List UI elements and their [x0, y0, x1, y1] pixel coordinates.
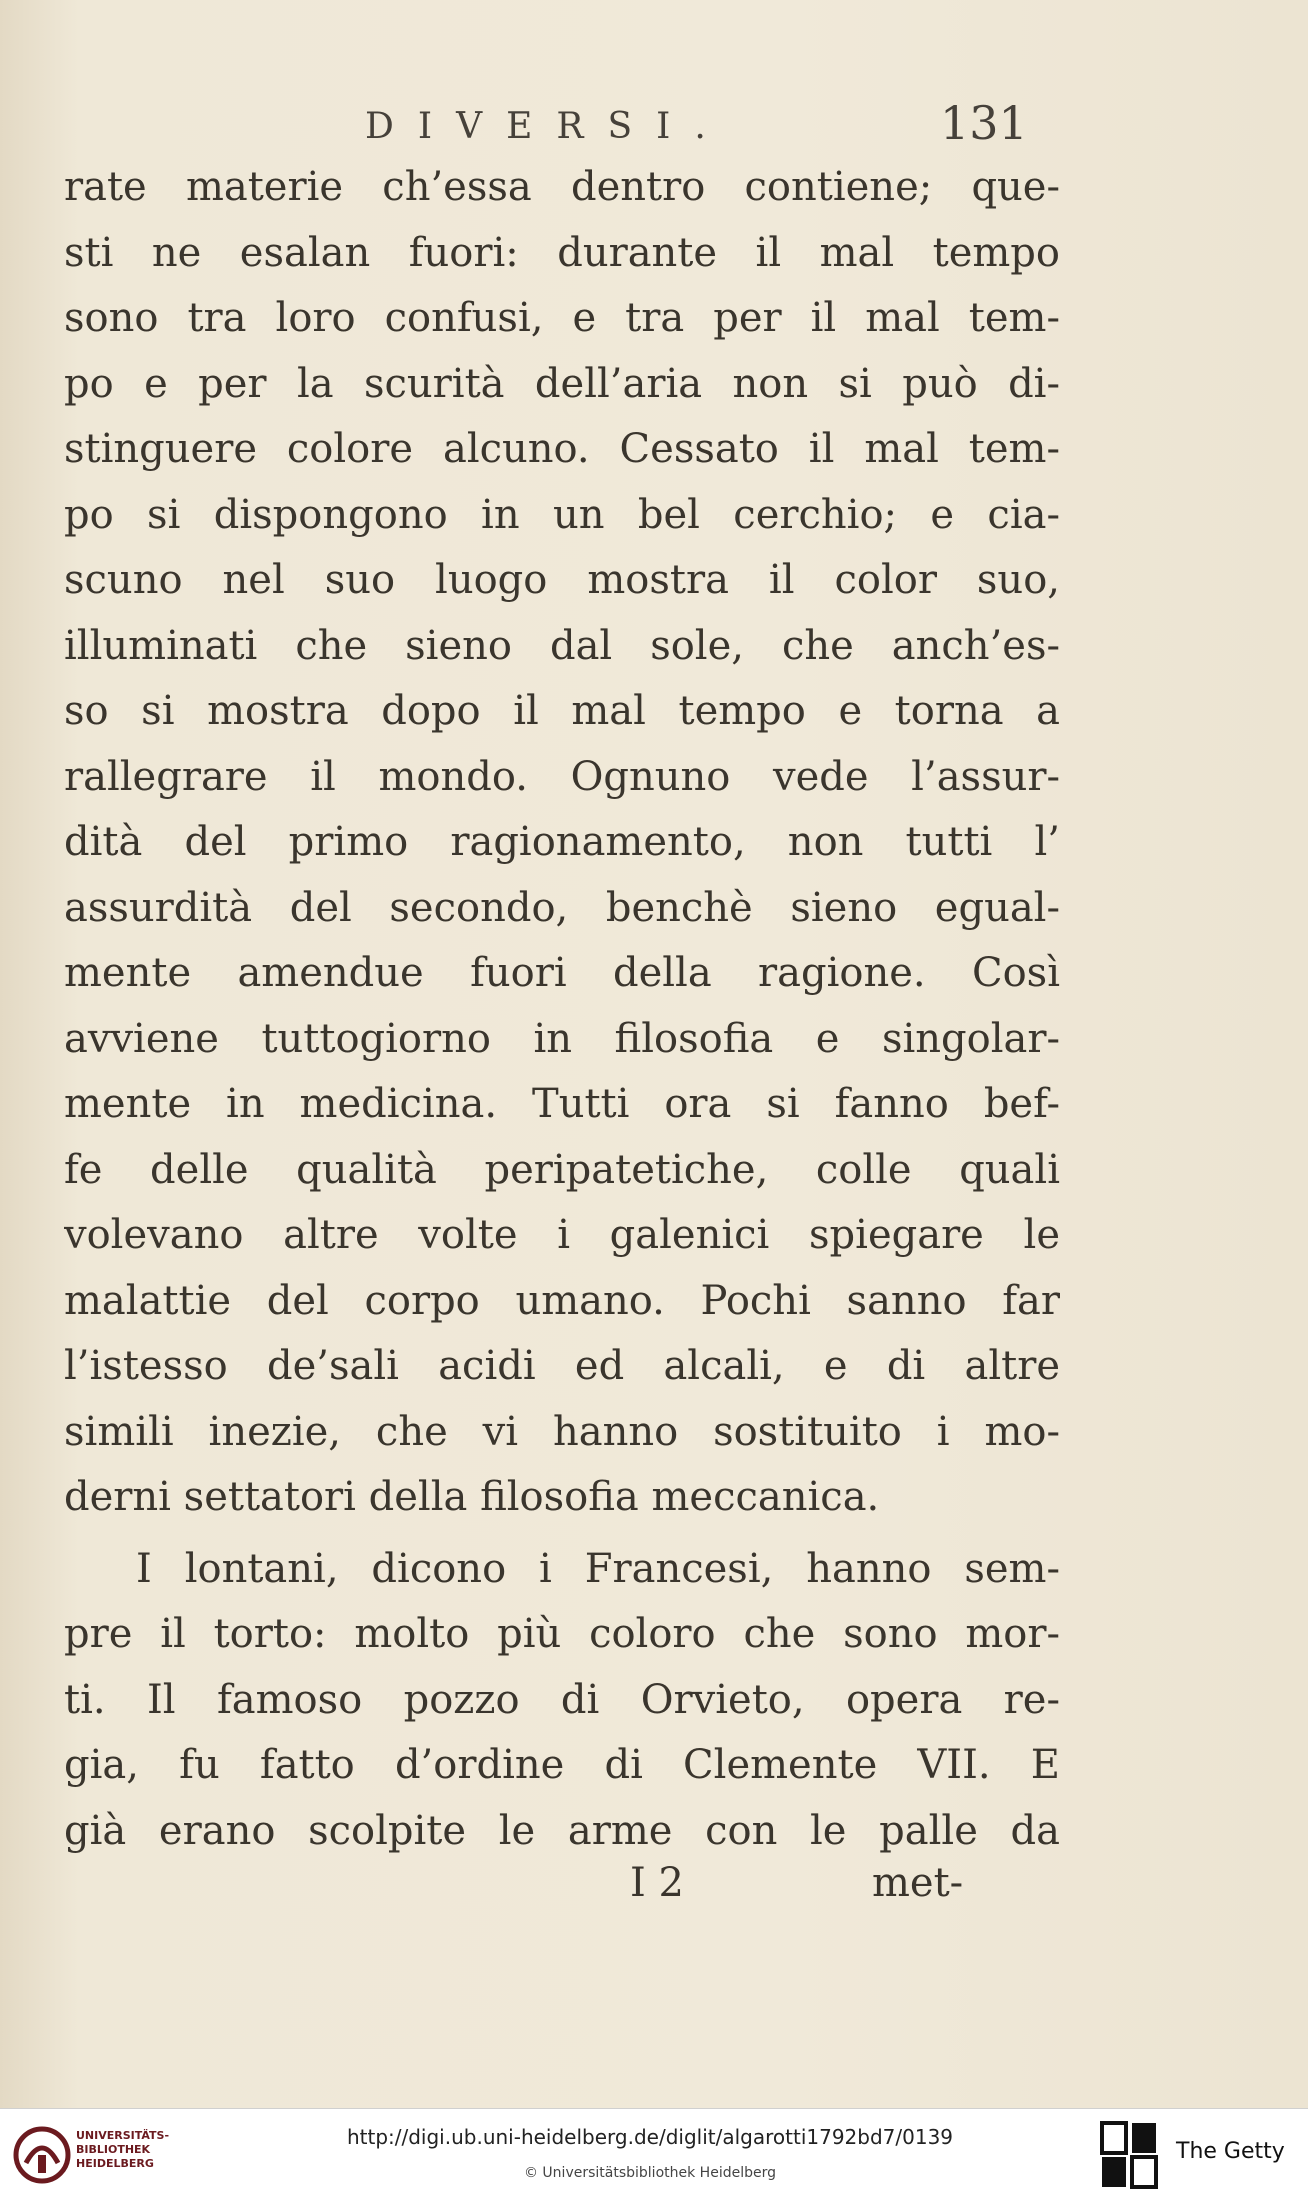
copyright-notice: © Universitätsbibliothek Heidelberg	[523, 2165, 776, 2181]
text-line: scuno nel suo luogo mostra il color suo,	[64, 557, 1060, 603]
text-line: già erano scolpite le arme con le palle da	[64, 1807, 1060, 1854]
getty-logo-icon	[1100, 2121, 1158, 2189]
text-line: simili inezie, che vi hanno sostituito i mo-	[64, 1408, 1060, 1455]
text-line: I lontani, dicono i Francesi, hanno sem-	[136, 1545, 1060, 1592]
sponsor-name: The Getty	[1176, 2139, 1285, 2164]
text-line: stinguere colore alcuno. Cessato il mal tem-	[64, 426, 1060, 472]
text-line: avviene tuttogiorno in filosofia e singolar-	[64, 1015, 1060, 1062]
text-line: rate materie ch’essa dentro contiene; que-	[64, 164, 1060, 210]
text-line: fe delle qualità peripatetiche, colle quali	[64, 1146, 1060, 1193]
text-line: ti. Il famoso pozzo di Orvieto, opera re-	[64, 1676, 1060, 1723]
catchline	[0, 1860, 1308, 1920]
text-line: mente in medicina. Tutti ora si fanno bef-	[64, 1081, 1060, 1127]
text-line: gia, fu fatto d’ordine di Clemente VII. E	[64, 1742, 1060, 1788]
text-line: volevano altre volte i galenici spiegare le	[64, 1212, 1060, 1258]
source-url-link[interactable]: http://digi.ub.uni-heidelberg.de/diglit/algarotti1792bd7/0139	[346, 2125, 954, 2149]
text-line: sti ne esalan fuori: durante il mal tempo	[64, 229, 1060, 276]
library-name-line: BIBLIOTHEK	[76, 2143, 151, 2156]
signature-mark: I 2	[630, 1860, 684, 1906]
text-line: so si mostra dopo il mal tempo e torna a	[64, 688, 1060, 734]
running-head	[60, 96, 1060, 156]
text-line: derni settatori della filosofia meccanica.	[64, 1474, 880, 1520]
catchword: met-	[872, 1860, 964, 1906]
text-line: illuminati che sieno dal sole, che anch’es-	[64, 622, 1060, 669]
text-line: malattie del corpo umano. Pochi sanno far	[64, 1277, 1060, 1324]
heidelberg-library-logo-icon	[12, 2125, 72, 2185]
running-title: DIVERSI.	[365, 106, 730, 147]
text-line: assurdità del secondo, benchè sieno egual-	[64, 884, 1060, 931]
body-text	[64, 155, 1060, 1864]
text-line: po si dispongono in un bel cerchio; e cia-	[64, 491, 1060, 538]
text-line: sono tra loro confusi, e tra per il mal tem-	[64, 295, 1060, 341]
footer-bar	[0, 2108, 1308, 2201]
text-line: l’istesso de’sali acidi ed alcali, e di altre	[64, 1343, 1060, 1389]
text-line: dità del primo ragionamento, non tutti l’	[64, 819, 1060, 865]
library-name	[76, 2129, 196, 2171]
library-name-line: UNIVERSITÄTS-	[76, 2129, 170, 2142]
library-name-line: HEIDELBERG	[76, 2157, 154, 2170]
text-line: po e per la scurità dell’aria non si può di-	[64, 360, 1060, 407]
text-line: mente amendue fuori della ragione. Così	[64, 950, 1060, 996]
text-line: rallegrare il mondo. Ognuno vede l’assur-	[64, 753, 1060, 800]
page-number: 131	[940, 96, 1028, 150]
text-line: pre il torto: molto più coloro che sono mor-	[64, 1611, 1060, 1657]
